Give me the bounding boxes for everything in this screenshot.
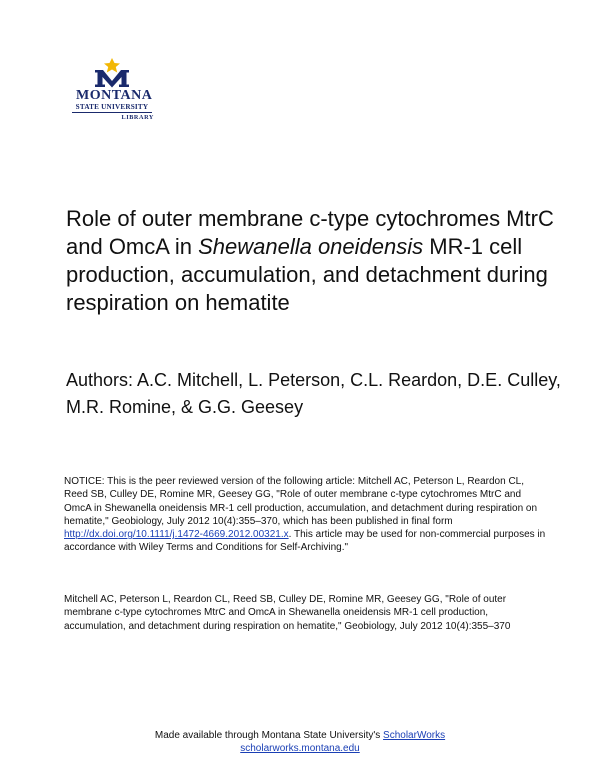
title-species: Shewanella oneidensis [198,234,424,259]
footer [0,729,600,755]
notice-text-before: NOTICE: This is the peer reviewed version of the following article: Mitchell AC, Peterson L, Reardon CL, Reed SB, Culley DE, Romine MR, Geesey GG, "Role of outer membrane c-type cytochromes MtrC and OmcA in Shewanella oneidensis MR-1 cell production, accumulation, and detachment during respiration on hematite," Geobiology, July 2012 10(4):355–370, which has been published in final form [64,476,538,527]
doi-link[interactable]: http://dx.doi.org/10.1111/j.1472-4669.2012.00321.x [64,529,289,541]
footer-prefix: Made available through Montana State University's [154,730,384,741]
scholarworks-url-link[interactable]: scholarworks.montana.edu [240,743,360,754]
logo-state-university-text: STATE UNIVERSITY [72,103,152,113]
notice-paragraph [64,475,546,555]
footer-line-2 [0,742,600,755]
title-part-1: Role of outer membrane c-type cytochromes MtrC and OmcA in [66,206,554,259]
authors-line: Authors: A.C. Mitchell, L. Peterson, C.L. Reardon, D.E. Culley, M.R. Romine, & G.G. Geesey [66,370,561,417]
title-part-2: MR-1 cell production, accumulation, and detachment during respiration on hematite [66,234,548,315]
scholarworks-link[interactable]: ScholarWorks [383,730,446,741]
article-title [66,205,566,317]
notice-text-after: . This article may be used for non-commercial purposes in accordance with Wiley Terms and Conditions for Self-Archiving." [64,529,546,554]
logo-montana-text: MONTANA [76,88,153,103]
citation-paragraph: Mitchell AC, Peterson L, Reardon CL, Reed SB, Culley DE, Romine MR, Geesey GG, "Role of outer membrane c-type cytochromes MtrC and OmcA in Shewanella oneidensis MR-1 cell production, accumulation, and detachment during respiration on hematite," Geobiology, July 2012 10(4):355–370 [64,594,511,632]
msu-library-logo [75,58,154,122]
logo-library-text: LIBRARY [121,114,154,121]
msu-m-emblem-icon [92,58,132,88]
footer-line-1 [0,729,600,742]
